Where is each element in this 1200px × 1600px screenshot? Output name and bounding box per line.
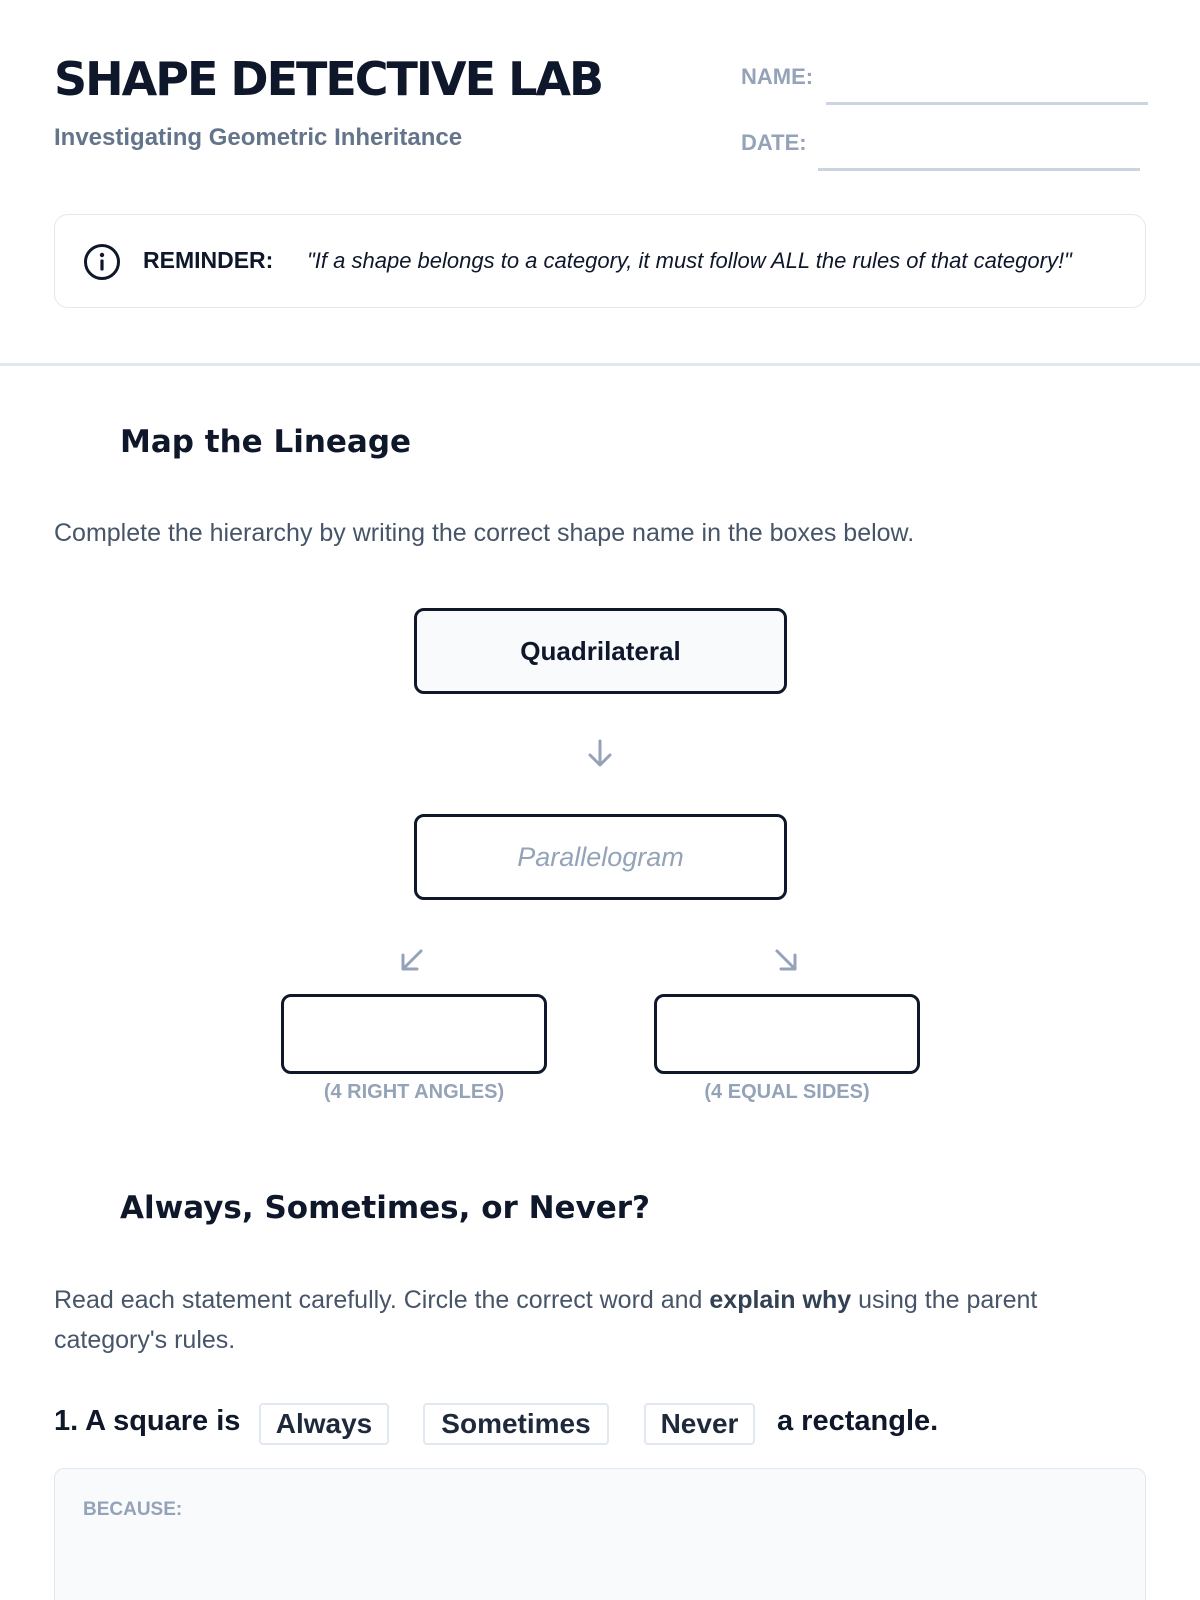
reminder-callout	[54, 214, 1146, 308]
left-node-caption: (4 RIGHT ANGLES)	[323, 1081, 505, 1103]
arrow-down-right-icon	[772, 946, 800, 974]
hierarchy-node-left-input[interactable]	[281, 994, 547, 1074]
right-node-caption: (4 EQUAL SIDES)	[704, 1081, 870, 1103]
date-field[interactable]	[818, 168, 1140, 171]
because-label: BECAUSE:	[83, 1499, 183, 1520]
choice-never[interactable]: Never	[644, 1403, 755, 1445]
asn-heading: Always, Sometimes, or Never?	[120, 1190, 651, 1226]
hierarchy-node-right-input[interactable]	[654, 994, 920, 1074]
reminder-text: "If a shape belongs to a category, it must follow ALL the rules of that category!"	[307, 248, 1072, 273]
name-label: NAME:	[741, 64, 814, 89]
hierarchy-node-root	[414, 608, 787, 694]
root-node-label: Quadrilateral	[520, 635, 681, 666]
lineage-instructions: Complete the hierarchy by writing the correct shape name in the boxes below.	[54, 519, 915, 547]
arrow-down-icon	[584, 738, 616, 770]
choice-always[interactable]: Always	[259, 1403, 389, 1445]
asn-instructions-start: Read each statement carefully. Circle the correct word and	[54, 1286, 710, 1314]
asn-instructions	[54, 1280, 1134, 1360]
choice-sometimes[interactable]: Sometimes	[423, 1403, 609, 1445]
reminder-label: REMINDER:	[143, 247, 274, 273]
asn-instructions-emphasis: explain why	[709, 1286, 852, 1314]
hierarchy-node-middle-input[interactable]	[414, 814, 787, 900]
question-1-suffix: a rectangle.	[777, 1405, 939, 1437]
worksheet-subtitle: Investigating Geometric Inheritance	[54, 124, 463, 151]
date-label: DATE:	[741, 130, 807, 155]
info-icon	[83, 243, 121, 281]
lineage-heading: Map the Lineage	[120, 424, 412, 460]
asn-instructions-end: using the parent category's rules.	[54, 1286, 1038, 1354]
question-1-prefix: 1. A square is	[54, 1405, 241, 1437]
middle-node-hint: Parallelogram	[517, 841, 684, 872]
section-divider	[0, 363, 1200, 366]
worksheet-title: SHAPE DETECTIVE LAB	[54, 52, 603, 106]
because-answer-box[interactable]	[54, 1468, 1146, 1600]
name-field[interactable]	[826, 102, 1148, 105]
arrow-down-left-icon	[398, 946, 426, 974]
